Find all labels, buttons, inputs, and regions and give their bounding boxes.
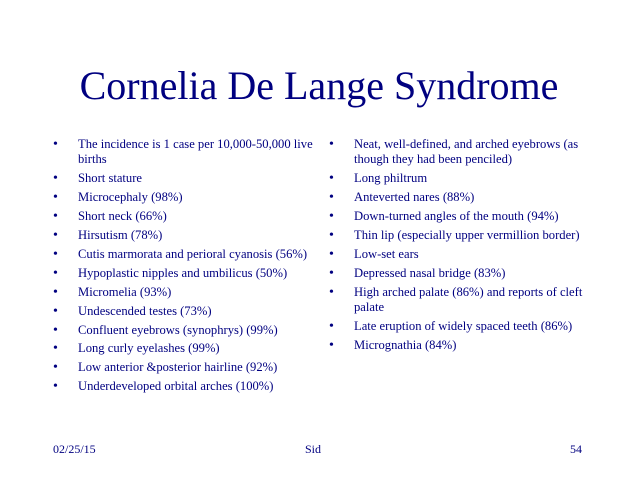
bullet-text: Long curly eyelashes (99%) (78, 341, 220, 356)
bullet-text: Low anterior &posterior hairline (92%) (78, 360, 278, 375)
bullet-icon: • (329, 209, 334, 225)
bullet-icon: • (53, 246, 58, 262)
footer-date: 02/25/15 (53, 442, 96, 456)
bullet-text: Underdeveloped orbital arches (100%) (78, 379, 274, 394)
bullet-item (53, 137, 315, 168)
bullet-text: Down-turned angles of the mouth (94%) (354, 209, 559, 224)
bullet-text: Thin lip (especially upper vermillion border) (354, 228, 580, 243)
bullet-icon: • (53, 137, 58, 152)
bullet-icon: • (53, 341, 58, 357)
bullet-item (329, 137, 591, 168)
bullet-text: High arched palate (86%) and reports of cleft palate (354, 284, 583, 315)
bullet-item (329, 190, 591, 205)
right-bullet-list (329, 137, 591, 357)
bullet-item (53, 190, 315, 205)
bullet-text: Long philtrum (354, 171, 428, 186)
bullet-icon: • (53, 228, 58, 244)
bullet-icon: • (329, 265, 334, 281)
bullet-item (53, 379, 315, 394)
bullet-item (329, 338, 591, 353)
bullet-icon: • (53, 171, 58, 187)
bullet-icon: • (53, 303, 58, 319)
bullet-text: Cutis marmorata and perioral cyanosis (56%) (78, 246, 308, 261)
bullet-item (329, 319, 591, 334)
bullet-icon: • (53, 322, 58, 338)
bullet-item (329, 171, 591, 186)
bullet-text: Low-set ears (354, 246, 419, 261)
bullet-item (329, 228, 591, 243)
bullet-icon: • (329, 171, 334, 187)
bullet-item (329, 285, 591, 316)
left-bullet-list (53, 137, 315, 398)
footer-page-number: 54 (570, 442, 582, 456)
bullet-text: Confluent eyebrows (synophrys) (99%) (78, 322, 278, 337)
bullet-icon: • (329, 246, 334, 262)
bullet-item (53, 360, 315, 375)
bullet-icon: • (53, 379, 58, 395)
bullet-text: Anteverted nares (88%) (354, 190, 475, 205)
footer-author: Sid (305, 442, 322, 456)
slide-title: Cornelia De Lange Syndrome (79, 63, 559, 108)
bullet-text: Hypoplastic nipples and umbilicus (50%) (78, 265, 288, 280)
bullet-text: Hirsutism (78%) (78, 228, 163, 243)
bullet-item (53, 209, 315, 224)
bullet-item (53, 304, 315, 319)
bullet-text: Undescended testes (73%) (78, 303, 212, 318)
bullet-icon: • (53, 190, 58, 206)
bullet-text: Micromelia (93%) (78, 284, 172, 299)
bullet-text: Micrognathia (84%) (354, 337, 457, 352)
bullet-icon: • (329, 284, 334, 300)
bullet-icon: • (53, 209, 58, 225)
bullet-icon: • (329, 137, 334, 152)
bullet-text: Neat, well-defined, and arched eyebrows (as though they had been penciled) (354, 137, 579, 167)
bullet-item (53, 247, 315, 262)
bullet-text: Depressed nasal bridge (83%) (354, 265, 506, 280)
bullet-item (53, 171, 315, 186)
bullet-item (329, 266, 591, 281)
bullet-text: The incidence is 1 case per 10,000-50,000 live births (78, 137, 313, 167)
bullet-item (53, 323, 315, 338)
bullet-text: Late eruption of widely spaced teeth (86%) (354, 319, 573, 334)
bullet-icon: • (53, 360, 58, 376)
bullet-text: Short neck (66%) (78, 209, 167, 224)
bullet-icon: • (329, 228, 334, 244)
bullet-item (329, 209, 591, 224)
bullet-icon: • (329, 190, 334, 206)
bullet-text: Microcephaly (98%) (78, 190, 183, 205)
bullet-text: Short stature (78, 171, 143, 186)
bullet-icon: • (329, 337, 334, 353)
bullet-icon: • (329, 319, 334, 335)
bullet-item (53, 266, 315, 281)
bullet-item (53, 341, 315, 356)
bullet-icon: • (53, 265, 58, 281)
bullet-icon: • (53, 284, 58, 300)
bullet-item (53, 285, 315, 300)
bullet-item (53, 228, 315, 243)
bullet-item (329, 247, 591, 262)
